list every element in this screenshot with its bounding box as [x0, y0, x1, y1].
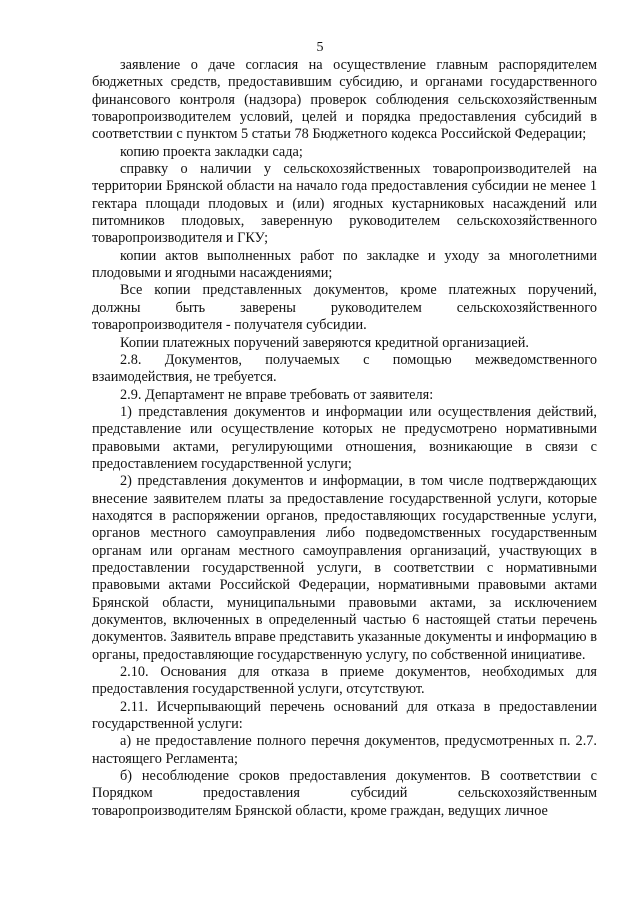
paragraph-work-acts-copies: копии актов выполненных работ по закладке и уходу за многолетними плодовыми и ягодными насаждениями; [92, 247, 597, 282]
paragraph-item-1: 1) представления документов и информации или осуществления действий, представление или осуществление которых не предусмотрено нормативными правовыми актами, регулирующими отношения, возникающие в связи с предоставлением государственной услуги; [92, 403, 597, 472]
paragraph-copies-certification: Все копии представленных документов, кроме платежных поручений, должны быть заверены руководителем сельскохозяйственного товаропроизводителя - получателя субсидии. [92, 282, 597, 334]
paragraph-section-2-11: 2.11. Исчерпывающий перечень оснований для отказа в предоставлении государственной услуги: [92, 698, 597, 733]
paragraph-consent-statement: заявление о даче согласия на осуществление главным распорядителем бюджетных средств, предоставившим субсидию, и органами государственного финансового контроля (надзора) проверок соблюдения сельскохозяйственным товаропроизводителем условий, целей и порядка предоставления субсидий в соответствии с пунктом 5 статьи 78 Бюджетного кодекса Российской Федерации; [92, 57, 597, 143]
paragraph-section-2-9: 2.9. Департамент не вправе требовать от заявителя: [120, 386, 434, 403]
paragraph-garden-project-copy: копию проекта закладки сада; [120, 143, 303, 160]
paragraph-section-2-8: 2.8. Документов, получаемых с помощью межведомственного взаимодействия, не требуется. [92, 351, 597, 386]
page-number: 5 [316, 40, 324, 55]
paragraph-plantation-certificate: справку о наличии у сельскохозяйственных товаропроизводителей на территории Брянской области на начало года предоставления субсидии не менее 1 гектара площади плодовых и (или) ягодных кустарниковых насаждений или питомников плодовых, заверенную руководителем сельскохозяйственного товаропроизводителя и ГКУ; [92, 161, 597, 247]
paragraph-section-2-10: 2.10. Основания для отказа в приеме документов, необходимых для предоставления государственной услуги, отсутствуют. [92, 664, 597, 698]
paragraph-item-a: а) не предоставление полного перечня документов, предусмотренных п. 2.7. настоящего Регламента; [92, 733, 597, 767]
paragraph-payment-orders: Копии платежных поручений заверяются кредитной организацией. [120, 334, 529, 351]
document-body [92, 57, 597, 820]
paragraph-item-2: 2) представления документов и информации, в том числе подтверждающих внесение заявителем платы за предоставление государственной услуги, которые находятся в распоряжении органов, предоставляющих государственные услуги, органов местного самоуправления либо подведомственных государственным органам или органам местного самоуправления организаций, участвующих в предоставлении государственной услуги, в соответствии с нормативными правовыми актами Российской Федерации, нормативными правовыми актами Брянской области, муниципальными правовыми актами, за исключением документов, включенных в определенный частью 6 настоящей статьи перечень документов. Заявитель вправе представить указанные документы и информацию в органы, предоставляющие государственную услугу, по собственной инициативе. [92, 473, 597, 663]
paragraph-item-b: б) несоблюдение сроков предоставления документов. В соответствии с Порядком предоставления субсидий сельскохозяйственным товаропроизводителям Брянской области, кроме граждан, ведущих личное [92, 768, 597, 819]
